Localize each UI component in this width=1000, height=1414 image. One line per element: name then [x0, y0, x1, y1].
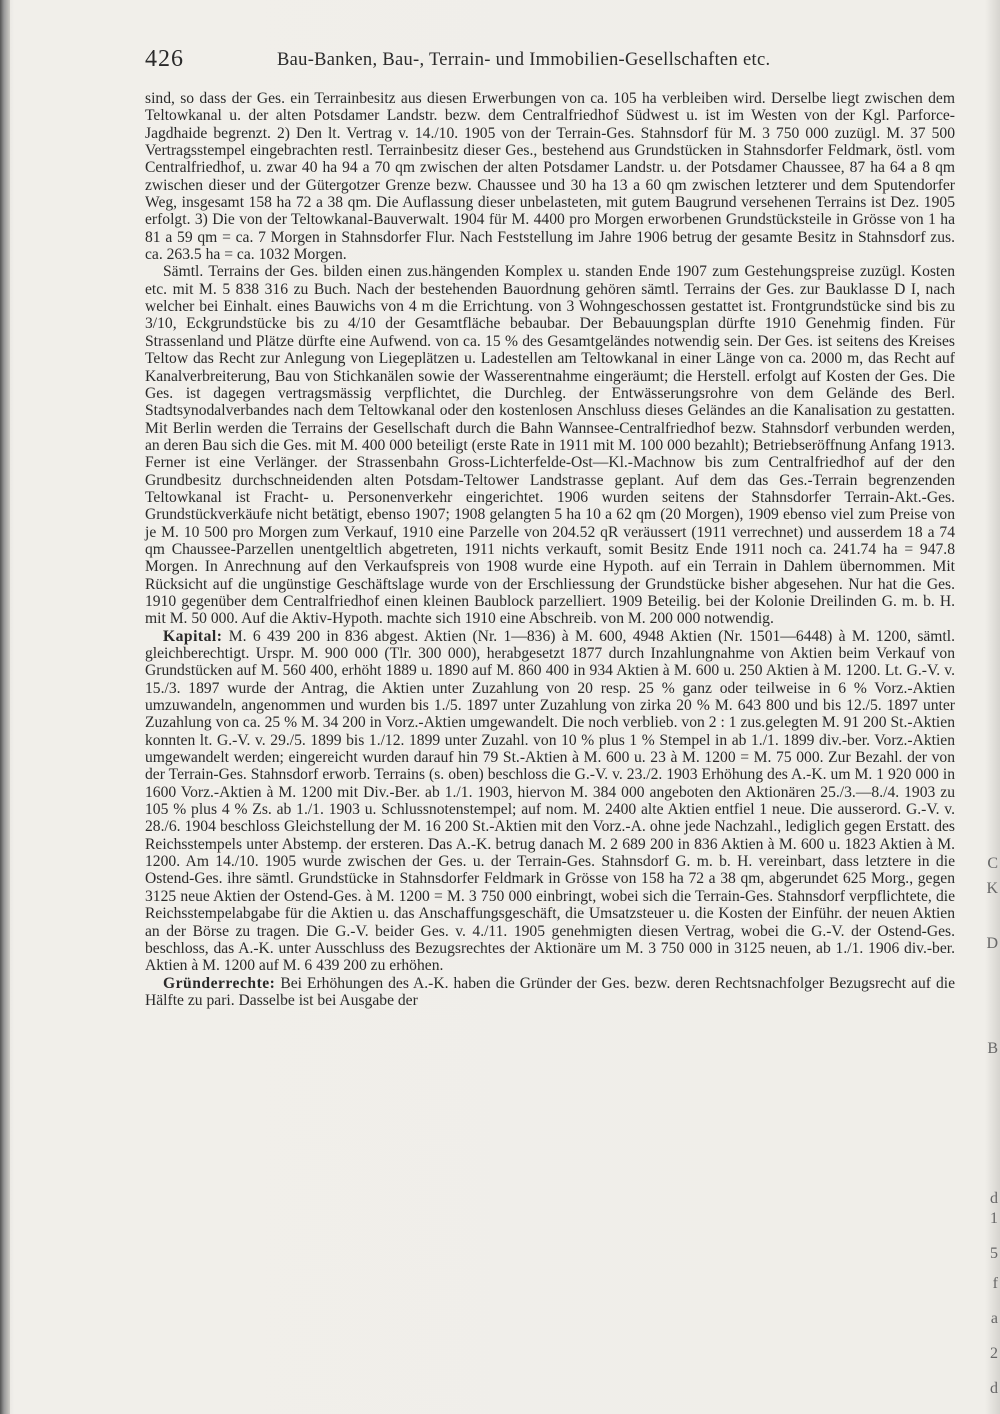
- kapital-text: M. 6 439 200 in 836 abgest. Aktien (Nr. 1—836) à M. 600, 4948 Aktien (Nr. 1501—6448) à M. 1200, sämtl. gleichberechtigt. Urspr. M. 900 000 (Tlr. 300 000), herabgesetzt 1877 durch Inzahlungnahme von Aktien beim Verkauf von Grundstücken auf M. 560 400, erhöht 1889 u. 1890 auf M. 860 400 in 934 Aktien à M. 600 u. 250 Aktien à M. 1200. Lt. G.-V. v. 15./3. 1897 wurde der Antrag, die Aktien unter Zuzahlung von 20 resp. 25 % ganz oder teilweise in 6 % Vorz.-Aktien umzuwandeln, angenommen und wurden bis 1./5. 1897 unter Zuzahlung von zirka 20 % M. 643 800 und bis 12./5. 1897 unter Zuzahlung von ca. 25 % M. 34 200 in Vorz.-Aktien umgewandelt. Die noch verblieb. von 2 : 1 zus.gelegten M. 91 200 St.-Aktien konnten lt. G.-V. v. 29./5. 1899 bis 1./12. 1899 unter Zuzahl. von 10 % plus 1 % Stempel in ab 1./1. 1899 div.-ber. Vorz.-Aktien umgewandelt werden; eingereicht wurden darauf hin 79 St.-Aktien à M. 600 u. 23 à M. 1200 = M. 75 000. Zur Bezahl. der von der Terrain-Ges. Stahnsdorf erworb. Terrains (s. oben) beschloss die G.-V. v. 23./2. 1903 Erhöhung des A.-K. um M. 1 920 000 in 1600 Vorz.-Aktien à M. 1200 mit Div.-Ber. ab 1./1. 1903, hiervon M. 384 000 angeboten den Aktionären 25./3.—8./4. 1903 zu 105 % plus 4 % Zs. ab 1./1. 1903 u. Schlussnotenstempel; auf nom. M. 2400 alte Aktien entfiel 1 neue. Die ausserord. G.-V. v. 28./6. 1904 beschloss Gleichstellung der M. 16 200 St.-Aktien mit den Vorz.-A. ohne jede Nachzahl., lediglich gegen Erstatt. des Reichsstempels unter Abstemp. der ersteren. Das A.-K. betrug danach M. 2 689 200 in 836 Aktien à M. 600 u. 1823 Aktien à M. 1200. Am 14./10. 1905 wurde zwischen der Ges. u. der Terrain-Ges. Stahnsdorf G. m. b. H. vereinbart, dass letztere in die Ostend-Ges. ihre sämtl. Grundstücke in Stahnsdorfer Feldmark in Grösse von 158 ha 72 a 38 qm, abgerundet 625 Morg., gegen 3125 neue Aktien der Ostend-Ges. à M. 1200 = M. 3 750 000 einbringt, wobei sich die Terrain-Ges. Stahnsdorf verpflichtete, die Reichsstempelabgabe für die Aktien u. das Anschaffungsgeschäft, die Umsatzsteuer u. die Kosten der Einführ. der neuen Aktien an der Börse zu tragen. Die G.-V. beider Ges. v. 4./11. 1905 genehmigten diesen Vertrag, wobei die G.-V. der Ostend-Ges. beschloss, das A.-K. unter Ausschluss des Bezugsrechtes der Aktionäre um M. 3 750 000 in 3125 neuen, ab 1./1. 1906 div.-ber. Aktien à M. 1200 auf M. 6 439 200 zu erhöhen.: [145, 627, 955, 975]
- margin-mark: D: [986, 935, 998, 952]
- margin-mark: a: [990, 1310, 998, 1327]
- paragraph-terrain-details: Sämtl. Terrains der Ges. bilden einen zus.hängenden Komplex u. standen Ende 1907 zum Gestehungspreise zuzügl. Kosten etc. mit M. 5 838 316 zu Buch. Nach der bestehenden Bauordnung gehören sämtl. Terrains der Ges. zur Bauklasse D I, nach welcher bei Einhalt. eines Bauwichs von 4 m die Errichtung. von 3 Wohngeschossen gestattet ist. Frontgrundstücke sind bis zu 3/10, Eckgrundstücke bis zu 4/10 der Gesamtfläche bebaubar. Der Bebauungsplan dürfte 1910 Genehmig finden. Für Strassenland und Plätze dürfte eine Aufwend. von ca. 15 % des Gesamtgeländes notwendig sein. Der Ges. ist seitens des Kreises Teltow das Recht zur Anlegung von Liegeplätzen u. Ladestellen am Teltowkanal in einer Länge von ca. 2000 m, das Recht auf Kanalverbreiterung, Bau von Stichkanälen sowie der Wasserentnahme eingeräumt; die Herstell. erfolgt auf Kosten der Ges. Die Ges. ist dagegen vertragsmässig verpflichtet, die Durchleg. der Entwässerungsrohre von dem Gelände des Berl. Stadtsynodalverbandes nach dem Teltowkanal oder den kostenlosen Anschluss dieses Geländes an die Kanalisation zu gestatten. Mit Berlin werden die Terrains der Gesellschaft durch die Bahn Wannsee-Centralfriedhof bezw. Stahnsdorf verbunden werden, an deren Bau sich die Ges. mit M. 400 000 beteiligt (erste Rate in 1911 mit M. 100 000 bezahlt); Betriebseröffnung Anfang 1913. Ferner ist eine Verlänger. der Strassenbahn Gross-Lichterfelde-Ost—Kl.-Machnow bis zum Centralfriedhof auf der den Grundbesitz durchschneidenden alten Potsdam-Teltower Landstrasse geplant. Auf dem das Ges.-Terrain begrenzenden Teltowkanal ist Fracht- u. Personenverkehr eingerichtet. 1906 wurden seitens der Stahnsdorfer Terrain-Akt.-Ges. Grundstückverkäufe nicht betätigt, ebenso 1907; 1908 gelangten 5 ha 10 a 62 qm (20 Morgen), 1909 ebenso viel zum Preise von je M. 10 500 pro Morgen zum Verkauf, 1910 eine Parzelle von 204.52 qR veräussert (1911 verrechnet) und ausserdem 18 a 74 qm Chaussee-Parzellen unentgeltlich abgetreten, 1911 nichts verkauft, somit Besitz Ende 1911 noch ca. 241.74 ha = 947.8 Morgen. In Anrechnung auf den Verkaufspreis von 1908 wurde eine Hypoth. auf ein Terrain in Dahlem übernommen. Mit Rücksicht auf die ungünstige Geschäftslage wurde von der Erschliessung der Grundstücke bisher abgesehen. Nur hat die Ges. 1910 gegenüber dem Centralfriedhof einen kleinen Baublock parzelliert. 1909 Beteilig. bei der Kolonie Dreilinden G. m. b. H. mit M. 50 000. Auf die Aktiv-Hypoth. machte sich 1910 eine Abschreib. von M. 200 000 notwendig.: [145, 263, 955, 628]
- margin-mark: d: [990, 1190, 998, 1207]
- paragraph-gruenderrechte: [145, 975, 955, 1010]
- margin-mark: f: [992, 1275, 998, 1292]
- margin-mark: d: [990, 1380, 998, 1397]
- right-margin-marks: [982, 0, 1000, 1414]
- margin-mark: B: [987, 1040, 998, 1057]
- margin-mark: 2: [990, 1345, 998, 1362]
- paragraph-terrain-acquisitions: sind, so dass der Ges. ein Terrainbesitz aus diesen Erwerbungen von ca. 105 ha verbleiben wird. Derselbe liegt zwischen dem Teltowkanal u. der alten Potsdamer Landstr. bezw. dem Centralfriedhof Südwest u. ist im Westen von der Kgl. Parforce-Jagdhaide begrenzt. 2) Den lt. Vertrag v. 14./10. 1905 von der Terrain-Ges. Stahnsdorf für M. 3 750 000 zuzügl. M. 37 500 Vertragsstempel eingebrachten restl. Terrainbesitz dieser Ges., bestehend aus Grundstücken in Stahnsdorfer Feldmark, östl. vom Centralfriedhof, u. zwar 40 ha 94 a 70 qm zwischen der alten Potsdamer Landstr. u. der Potsdamer Chaussee, 87 ha 64 a 8 qm zwischen dieser und der Gütergotzer Grenze bezw. Chaussee und 30 ha 13 a 60 qm zwischen letzterer und dem Sputendorfer Weg, insgesamt 158 ha 72 a 38 qm. Die Auflassung dieser unbelasteten, mit gutem Baugrund versehenen Terrains ist Dez. 1905 erfolgt. 3) Die von der Teltowkanal-Bauverwalt. 1904 für M. 4400 pro Morgen erworbenen Grundstücksteile in Grösse von 1 ha 81 a 59 qm = ca. 7 Morgen in Stahnsdorfer Flur. Nach Feststellung im Jahre 1906 betrug der gesamte Besitz in Stahnsdorf zus. ca. 263.5 ha = ca. 1032 Morgen.: [145, 90, 955, 264]
- margin-mark: 5: [990, 1245, 998, 1262]
- gruenderrechte-text: Bei Erhöhungen des A.-K. haben die Gründer der Ges. bezw. deren Rechtsnachfolger Bezugsrecht auf die Hälfte zu pari. Dasselbe ist bei Ausgabe der: [145, 974, 955, 1009]
- binding-edge: [0, 0, 10, 1414]
- page-number: 426: [145, 46, 184, 72]
- page-header: [145, 46, 955, 76]
- kapital-heading: Kapital:: [163, 627, 223, 645]
- gruenderrechte-heading: Gründerrechte:: [163, 974, 276, 992]
- margin-mark: K: [986, 880, 998, 897]
- margin-mark: 1: [990, 1210, 998, 1227]
- margin-mark: C: [987, 855, 998, 872]
- body-text: [145, 90, 955, 1009]
- running-title: Bau-Banken, Bau-, Terrain- und Immobilien-Gesellschaften etc.: [277, 50, 771, 70]
- paragraph-kapital: [145, 628, 955, 975]
